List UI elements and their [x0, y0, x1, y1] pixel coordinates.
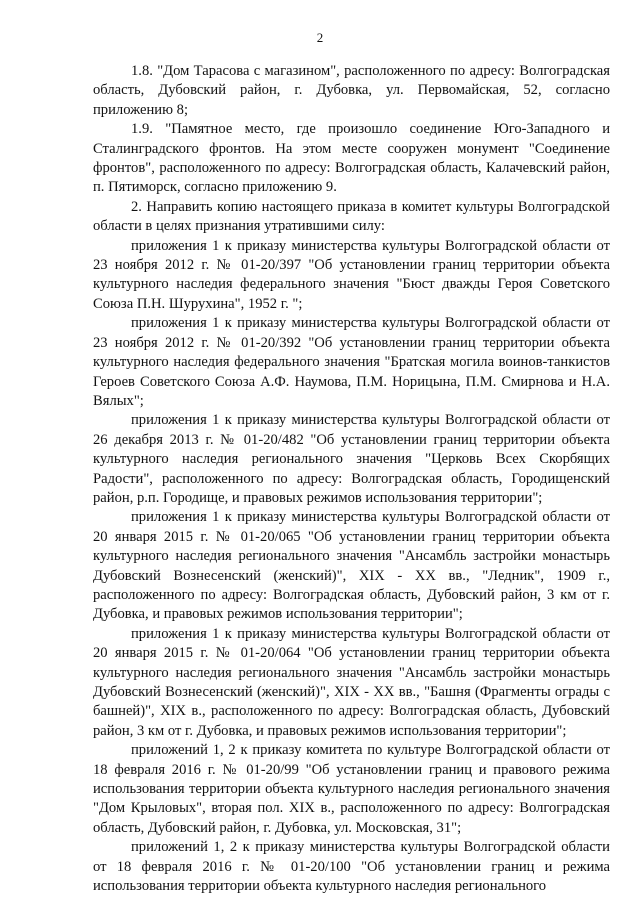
paragraph-item: приложения 1 к приказу министерства культуры Волгоградской области от 23 ноября 2012 г. № 01-20/397 "Об установлении границ территории объекта культурного наследия федерального значения "Бюст дважды Героя Советского Союза П.Н. Шурухина", 1952 г. ";: [93, 237, 610, 312]
paragraph-1-9: 1.9. "Памятное место, где произошло соединение Юго-Западного и Сталинградского фронтов. На этом месте сооружен монумент "Соединение фронтов", расположенного по адресу: Волгоградская область, Калачевский район, п. Пятиморск, согласно приложению 9.: [93, 121, 610, 196]
paragraph-2: 2. Направить копию настоящего приказа в комитет культуры Волгоградской области в целях признания утратившими силу:: [93, 198, 610, 235]
paragraph-item: приложения 1 к приказу министерства культуры Волгоградской области от 26 декабря 2013 г. № 01-20/482 "Об установлении границ территории объекта культурного наследия регионального значения "Церковь Всех Скорбящих Радости", расположенного по адресу: Волгоградская область, Городищенский район, р.п. Городище, и правовых режимов использования территории";: [93, 412, 610, 506]
paragraph-item: приложения 1 к приказу министерства культуры Волгоградской области от 23 ноября 2012 г. № 01-20/392 "Об установлении границ территории объекта культурного наследия федерального значения "Братская могила воинов-танкистов Героев Советского Союза А.Ф. Наумова, П.М. Норицына, П.М. Смирнова и Н.А. Вялых";: [93, 315, 610, 409]
paragraph-item: приложения 1 к приказу министерства культуры Волгоградской области от 20 января 2015 г. № 01-20/065 "Об установлении границ территории объекта культурного наследия регионального значения "Ансамбль застройки монастырь Дубовский Вознесенский (женский)", XIX - XX вв., "Ледник", 1909 г., расположенного по адресу: Волгоградская область, Дубовский район, 3 км от г. Дубовка, и правовых режимов использования территории";: [93, 509, 610, 623]
paragraph-item: приложений 1, 2 к приказу комитета по культуре Волгоградской области от 18 февраля 2016 г. № 01-20/99 "Об установлении границ и правового режима использования территории объекта культурного наследия регионального значения "Дом Крыловых", вторая пол. XIX в., расположенного по адресу: Волгоградская область, Дубовский район, г. Дубовка, ул. Московская, 31";: [93, 742, 610, 836]
page-number: 2: [316, 30, 324, 45]
paragraph-1-8: 1.8. "Дом Тарасова с магазином", расположенного по адресу: Волгоградская область, Дубовский район, г. Дубовка, ул. Первомайская, 52, согласно приложению 8;: [93, 63, 610, 118]
document-body: [93, 62, 610, 896]
paragraph-item: приложения 1 к приказу министерства культуры Волгоградской области от 20 января 2015 г. № 01-20/064 "Об установлении границ территории объекта культурного наследия регионального значения "Ансамбль застройки монастырь Дубовский Вознесенский (женский)", XIX - XX вв., "Башня (Фрагменты ограды с башней)", XIX в., расположенного по адресу: Волгоградская область, Дубовский район, 3 км от г. Дубовка, и правовых режимов использования территории";: [93, 625, 610, 739]
paragraph-item: приложений 1, 2 к приказу министерства культуры Волгоградской области от 18 февраля 2016 г. № 01-20/100 "Об установлении границ и режима использования территории объекта культурного наследия регионального: [93, 839, 610, 895]
